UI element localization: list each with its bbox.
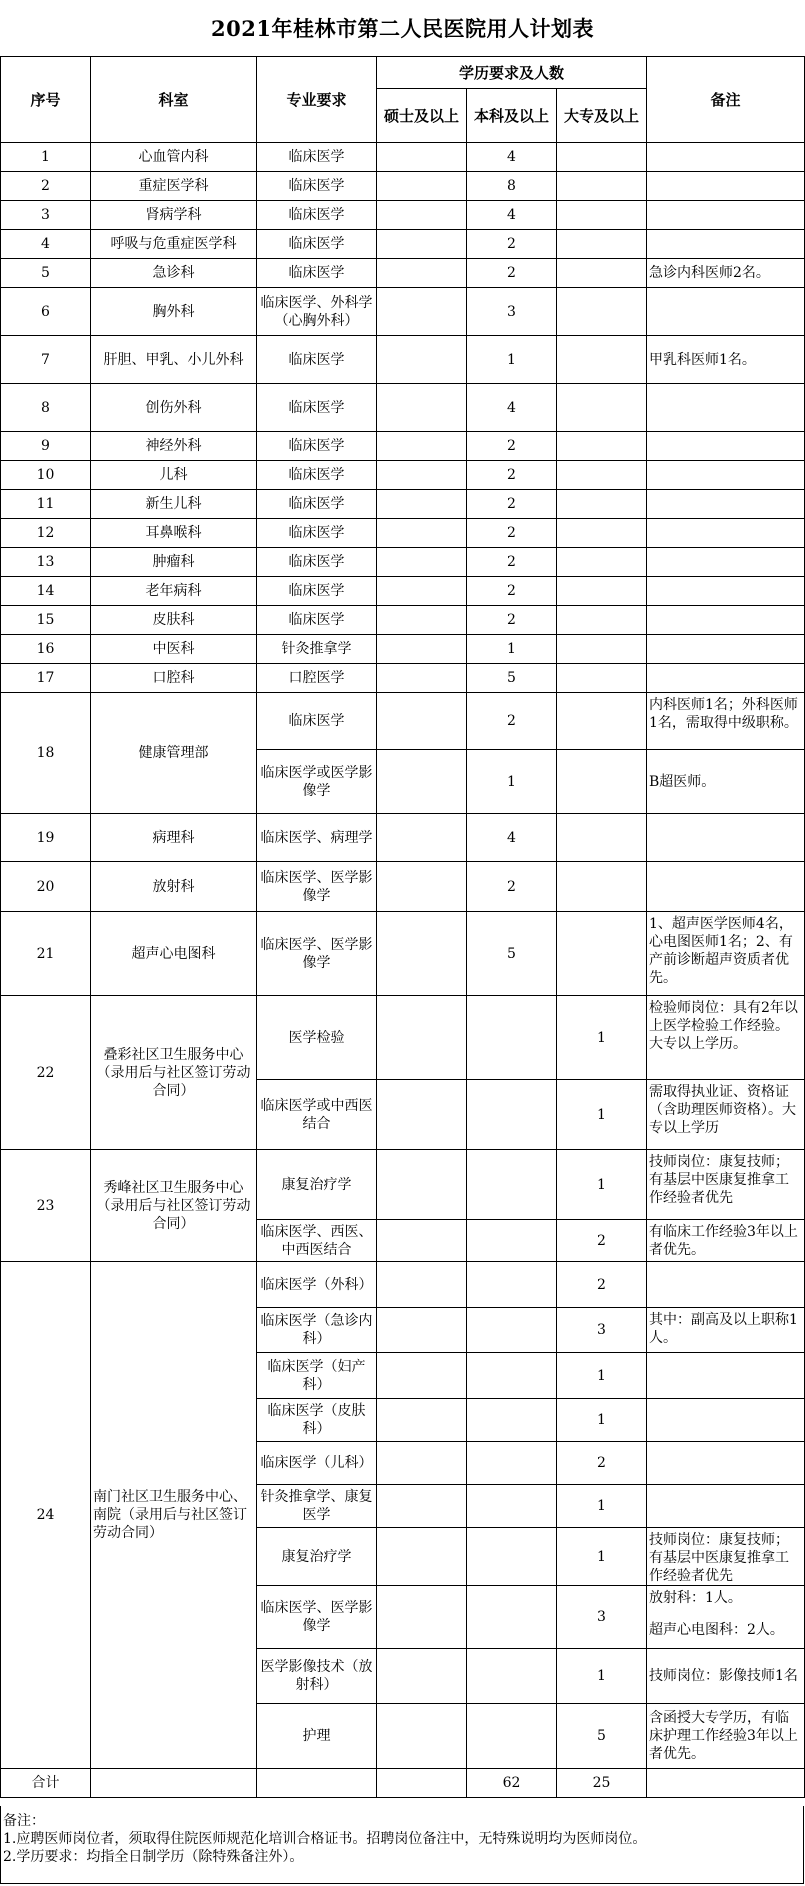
cell-remark: [647, 172, 805, 201]
total-bachelor: 62: [467, 1769, 557, 1798]
cell-remark: [647, 606, 805, 635]
cell-master: [377, 1649, 467, 1704]
cell-major: 临床医学: [257, 143, 377, 172]
cell-college: [557, 143, 647, 172]
cell-master: [377, 577, 467, 606]
cell-bachelor: [467, 1586, 557, 1649]
cell-bachelor: [467, 1399, 557, 1442]
cell-major: 康复治疗学: [257, 1150, 377, 1220]
cell-remark: [647, 577, 805, 606]
cell-major: 临床医学: [257, 461, 377, 490]
header-major: 专业要求: [257, 57, 377, 143]
table-row: [1, 461, 805, 490]
cell-bachelor: 4: [467, 143, 557, 172]
cell-bachelor: 2: [467, 490, 557, 519]
cell-master: [377, 1586, 467, 1649]
cell-master: [377, 201, 467, 230]
cell-major: 护理: [257, 1704, 377, 1769]
cell-master: [377, 143, 467, 172]
cell-master: [377, 1262, 467, 1308]
cell-master: [377, 1220, 467, 1262]
cell-major: 临床医学或医学影像学: [257, 750, 377, 814]
cell-master: [377, 336, 467, 384]
header-master: 硕士及以上: [377, 89, 467, 143]
cell-bachelor: 2: [467, 519, 557, 548]
cell-remark: [647, 862, 805, 912]
cell-remark: 需取得执业证、资格证（含助理医师资格）。大专以上学历: [647, 1080, 805, 1150]
cell-major: 临床医学、医学影像学: [257, 912, 377, 996]
header-edu-group: 学历要求及人数: [377, 57, 647, 89]
cell-master: [377, 288, 467, 336]
cell-remark: B超医师。: [647, 750, 805, 814]
cell-dept: 肝胆、甲乳、小儿外科: [91, 336, 257, 384]
cell-major: 临床医学（儿科）: [257, 1442, 377, 1485]
cell-bachelor: 1: [467, 336, 557, 384]
header-bachelor: 本科及以上: [467, 89, 557, 143]
cell-college: [557, 384, 647, 432]
cell-seq: 5: [1, 259, 91, 288]
notes-heading: 备注：: [3, 1813, 45, 1829]
cell-master: [377, 1080, 467, 1150]
cell-seq: 14: [1, 577, 91, 606]
cell-college: 1: [557, 1353, 647, 1399]
cell-master: [377, 1399, 467, 1442]
cell-master: [377, 693, 467, 750]
cell-college: [557, 461, 647, 490]
cell-remark: [647, 143, 805, 172]
cell-major: 临床医学: [257, 577, 377, 606]
cell-dept: 健康管理部: [91, 693, 257, 814]
cell-college: [557, 664, 647, 693]
cell-bachelor: [467, 1704, 557, 1769]
cell-college: [557, 635, 647, 664]
remark-line: 超声心电图科：2人。: [649, 1622, 784, 1638]
cell-dept: 病理科: [91, 814, 257, 862]
cell-remark: 技师岗位：康复技师；有基层中医康复推拿工作经验者优先: [647, 1150, 805, 1220]
cell-seq: 4: [1, 230, 91, 259]
cell-seq: 19: [1, 814, 91, 862]
cell-college: 2: [557, 1220, 647, 1262]
table-row: [1, 259, 805, 288]
cell-dept: 急诊科: [91, 259, 257, 288]
cell-seq: 10: [1, 461, 91, 490]
cell-bachelor: 2: [467, 606, 557, 635]
cell-seq: 21: [1, 912, 91, 996]
cell-college: 1: [557, 1150, 647, 1220]
cell-bachelor: [467, 1528, 557, 1586]
cell-major: 康复治疗学: [257, 1528, 377, 1586]
cell-college: [557, 201, 647, 230]
cell-seq: 13: [1, 548, 91, 577]
table-row: [1, 432, 805, 461]
cell-master: [377, 996, 467, 1080]
cell-dept: 秀峰社区卫生服务中心（录用后与社区签订劳动合同）: [91, 1150, 257, 1262]
cell-bachelor: [467, 1353, 557, 1399]
cell-bachelor: 3: [467, 288, 557, 336]
cell-bachelor: 2: [467, 461, 557, 490]
cell-master: [377, 1704, 467, 1769]
cell-dept: 新生儿科: [91, 490, 257, 519]
header-seq: 序号: [1, 57, 91, 143]
cell-remark: 检验师岗位：具有2年以上医学检验工作经验。大专以上学历。: [647, 996, 805, 1080]
cell-master: [377, 1485, 467, 1528]
cell-remark: [647, 490, 805, 519]
cell-dept: 口腔科: [91, 664, 257, 693]
cell-college: 2: [557, 1442, 647, 1485]
cell-bachelor: [467, 1649, 557, 1704]
cell-major: 临床医学: [257, 201, 377, 230]
cell-bachelor: 1: [467, 750, 557, 814]
cell-college: [557, 288, 647, 336]
cell-major: 临床医学: [257, 606, 377, 635]
table-row: [1, 1262, 805, 1308]
cell-major: [257, 1769, 377, 1798]
table-row: [1, 814, 805, 862]
cell-seq: 7: [1, 336, 91, 384]
cell-seq: 8: [1, 384, 91, 432]
cell-college: [557, 519, 647, 548]
cell-major: 临床医学: [257, 259, 377, 288]
cell-remark: 甲乳科医师1名。: [647, 336, 805, 384]
cell-college: [557, 548, 647, 577]
cell-dept: 重症医学科: [91, 172, 257, 201]
cell-dept: 老年病科: [91, 577, 257, 606]
cell-remark: [647, 1353, 805, 1399]
cell-major: 临床医学、医学影像学: [257, 862, 377, 912]
total-college: 25: [557, 1769, 647, 1798]
header-dept: 科室: [91, 57, 257, 143]
cell-bachelor: 2: [467, 693, 557, 750]
cell-master: [377, 912, 467, 996]
cell-dept: 南门社区卫生服务中心、南院（录用后与社区签订劳动合同）: [91, 1262, 257, 1769]
cell-remark: 技师岗位：康复技师；有基层中医康复推拿工作经验者优先: [647, 1528, 805, 1586]
cell-master: [377, 519, 467, 548]
cell-dept: 超声心电图科: [91, 912, 257, 996]
cell-remark: [647, 1586, 805, 1649]
cell-major: 临床医学: [257, 693, 377, 750]
cell-college: [557, 172, 647, 201]
cell-college: [557, 432, 647, 461]
cell-major: 临床医学（急诊内科）: [257, 1308, 377, 1353]
notes-box: [0, 1806, 804, 1884]
cell-seq: 9: [1, 432, 91, 461]
cell-bachelor: 4: [467, 384, 557, 432]
table-row: [1, 230, 805, 259]
cell-major: 临床医学或中西医结合: [257, 1080, 377, 1150]
table-row: [1, 577, 805, 606]
cell-college: 3: [557, 1308, 647, 1353]
cell-remark: [647, 461, 805, 490]
table-row: [1, 143, 805, 172]
cell-master: [377, 230, 467, 259]
cell-bachelor: 5: [467, 912, 557, 996]
cell-dept: 儿科: [91, 461, 257, 490]
remark-line: 放射科：1人。: [649, 1590, 742, 1606]
table-row: [1, 490, 805, 519]
cell-bachelor: 2: [467, 432, 557, 461]
cell-master: [377, 814, 467, 862]
cell-bachelor: 1: [467, 635, 557, 664]
cell-master: [377, 1353, 467, 1399]
cell-remark: [647, 519, 805, 548]
cell-remark: [647, 230, 805, 259]
cell-dept: 神经外科: [91, 432, 257, 461]
cell-major: 临床医学: [257, 336, 377, 384]
cell-seq: 23: [1, 1150, 91, 1262]
cell-remark: [647, 1442, 805, 1485]
cell-master: [377, 1150, 467, 1220]
cell-dept: 胸外科: [91, 288, 257, 336]
cell-bachelor: [467, 1262, 557, 1308]
cell-remark: 急诊内科医师2名。: [647, 259, 805, 288]
cell-college: 5: [557, 1704, 647, 1769]
cell-bachelor: 2: [467, 862, 557, 912]
cell-seq: 15: [1, 606, 91, 635]
cell-major: 临床医学（外科）: [257, 1262, 377, 1308]
cell-bachelor: 2: [467, 259, 557, 288]
cell-bachelor: 8: [467, 172, 557, 201]
cell-college: 1: [557, 1649, 647, 1704]
cell-remark: [647, 201, 805, 230]
cell-dept: 耳鼻喉科: [91, 519, 257, 548]
cell-bachelor: 2: [467, 230, 557, 259]
cell-remark: [647, 1399, 805, 1442]
cell-remark: [647, 1262, 805, 1308]
cell-major: 临床医学、外科学（心胸外科）: [257, 288, 377, 336]
cell-seq: 3: [1, 201, 91, 230]
cell-master: [377, 635, 467, 664]
cell-seq: 11: [1, 490, 91, 519]
cell-master: [377, 606, 467, 635]
cell-remark: 内科医师1名；外科医师1名，需取得中级职称。: [647, 693, 805, 750]
cell-college: [557, 693, 647, 750]
table-row: [1, 996, 805, 1080]
cell-master: [377, 490, 467, 519]
cell-college: [557, 750, 647, 814]
cell-master: [377, 172, 467, 201]
cell-college: [557, 814, 647, 862]
cell-college: 3: [557, 1586, 647, 1649]
cell-seq: 16: [1, 635, 91, 664]
cell-seq: 17: [1, 664, 91, 693]
cell-dept: 心血管内科: [91, 143, 257, 172]
cell-dept: 创伤外科: [91, 384, 257, 432]
cell-master: [377, 664, 467, 693]
cell-master: [377, 1528, 467, 1586]
table-row: [1, 664, 805, 693]
cell-major: 临床医学（皮肤科）: [257, 1399, 377, 1442]
cell-remark: 其中：副高及以上职称1人。: [647, 1308, 805, 1353]
cell-seq: 18: [1, 693, 91, 814]
cell-college: [557, 230, 647, 259]
cell-remark: [647, 288, 805, 336]
cell-major: 针灸推拿学、康复医学: [257, 1485, 377, 1528]
total-label: 合计: [1, 1769, 91, 1798]
cell-remark: [647, 548, 805, 577]
table-row: [1, 693, 805, 750]
cell-college: 1: [557, 1399, 647, 1442]
cell-college: [557, 912, 647, 996]
table-row: [1, 519, 805, 548]
cell-remark: 有临床工作经验3年以上者优先。: [647, 1220, 805, 1262]
cell-master: [377, 750, 467, 814]
cell-college: [557, 862, 647, 912]
table-row: [1, 635, 805, 664]
page-title: 2021年桂林市第二人民医院用人计划表: [211, 16, 594, 41]
cell-master: [377, 862, 467, 912]
cell-remark: [647, 1485, 805, 1528]
cell-remark: 含函授大专学历，有临床护理工作经验3年以上者优先。: [647, 1704, 805, 1769]
cell-bachelor: [467, 1220, 557, 1262]
cell-major: 临床医学: [257, 432, 377, 461]
cell-college: [557, 259, 647, 288]
cell-seq: 20: [1, 862, 91, 912]
cell-bachelor: 4: [467, 201, 557, 230]
cell-college: 2: [557, 1262, 647, 1308]
table-row: [1, 201, 805, 230]
cell-bachelor: 5: [467, 664, 557, 693]
table-row: [1, 336, 805, 384]
cell-master: [377, 1442, 467, 1485]
cell-college: [557, 490, 647, 519]
table-row: [1, 548, 805, 577]
cell-dept: 肾病学科: [91, 201, 257, 230]
cell-college: 1: [557, 996, 647, 1080]
cell-bachelor: 2: [467, 577, 557, 606]
cell-dept: 放射科: [91, 862, 257, 912]
cell-bachelor: [467, 1442, 557, 1485]
cell-bachelor: [467, 1080, 557, 1150]
cell-master: [377, 259, 467, 288]
cell-remark: 1、超声医学医师4名，心电图医师1名；2、有产前诊断超声资质者优先。: [647, 912, 805, 996]
cell-bachelor: [467, 996, 557, 1080]
cell-major: 临床医学: [257, 519, 377, 548]
cell-major: 临床医学、病理学: [257, 814, 377, 862]
cell-remark: [647, 384, 805, 432]
cell-master: [377, 1308, 467, 1353]
cell-college: [557, 577, 647, 606]
note-line-1: 1.应聘医师岗位者，须取得住院医师规范化培训合格证书。招聘岗位备注中，无特殊说明均为医师岗位。: [3, 1831, 647, 1847]
cell-college: [557, 336, 647, 384]
cell-bachelor: [467, 1150, 557, 1220]
header-college: 大专及以上: [557, 89, 647, 143]
cell-seq: 22: [1, 996, 91, 1150]
cell-seq: 24: [1, 1262, 91, 1769]
cell-major: 临床医学（妇产科）: [257, 1353, 377, 1399]
cell-major: 临床医学: [257, 384, 377, 432]
table-row: [1, 606, 805, 635]
cell-seq: 1: [1, 143, 91, 172]
cell-college: [557, 606, 647, 635]
cell-major: 临床医学: [257, 548, 377, 577]
cell-bachelor: [467, 1485, 557, 1528]
cell-dept: 皮肤科: [91, 606, 257, 635]
cell-major: 医学检验: [257, 996, 377, 1080]
cell-master: [377, 1769, 467, 1798]
cell-master: [377, 461, 467, 490]
cell-major: 临床医学: [257, 490, 377, 519]
cell-master: [377, 432, 467, 461]
cell-major: 临床医学、医学影像学: [257, 1586, 377, 1649]
note-line-2: 2.学历要求：均指全日制学历（除特殊备注外）。: [3, 1849, 304, 1865]
cell-remark: 技师岗位：影像技师1名: [647, 1649, 805, 1704]
table-row: [1, 912, 805, 996]
cell-major: 医学影像技术（放射科）: [257, 1649, 377, 1704]
cell-remark: [647, 635, 805, 664]
cell-seq: 12: [1, 519, 91, 548]
cell-dept: 中医科: [91, 635, 257, 664]
total-row: [1, 1769, 805, 1798]
cell-dept: [91, 1769, 257, 1798]
cell-major: 临床医学: [257, 230, 377, 259]
cell-dept: 呼吸与危重症医学科: [91, 230, 257, 259]
cell-remark: [647, 664, 805, 693]
cell-college: 1: [557, 1528, 647, 1586]
cell-seq: 6: [1, 288, 91, 336]
recruitment-plan-table: [0, 56, 805, 1798]
cell-seq: 2: [1, 172, 91, 201]
cell-master: [377, 384, 467, 432]
cell-remark: [647, 432, 805, 461]
cell-bachelor: 4: [467, 814, 557, 862]
table-row: [1, 172, 805, 201]
cell-major: 临床医学、西医、中西医结合: [257, 1220, 377, 1262]
table-row: [1, 862, 805, 912]
cell-dept: 叠彩社区卫生服务中心（录用后与社区签订劳动合同）: [91, 996, 257, 1150]
table-row: [1, 288, 805, 336]
header-remark: 备注: [647, 57, 805, 143]
cell-master: [377, 548, 467, 577]
cell-remark: [647, 1769, 805, 1798]
cell-college: 1: [557, 1485, 647, 1528]
cell-dept: 肿瘤科: [91, 548, 257, 577]
cell-remark: [647, 814, 805, 862]
cell-major: 口腔医学: [257, 664, 377, 693]
table-row: [1, 384, 805, 432]
cell-bachelor: 2: [467, 548, 557, 577]
cell-bachelor: [467, 1308, 557, 1353]
table-row: [1, 1150, 805, 1220]
cell-major: 针灸推拿学: [257, 635, 377, 664]
cell-college: 1: [557, 1080, 647, 1150]
cell-major: 临床医学: [257, 172, 377, 201]
